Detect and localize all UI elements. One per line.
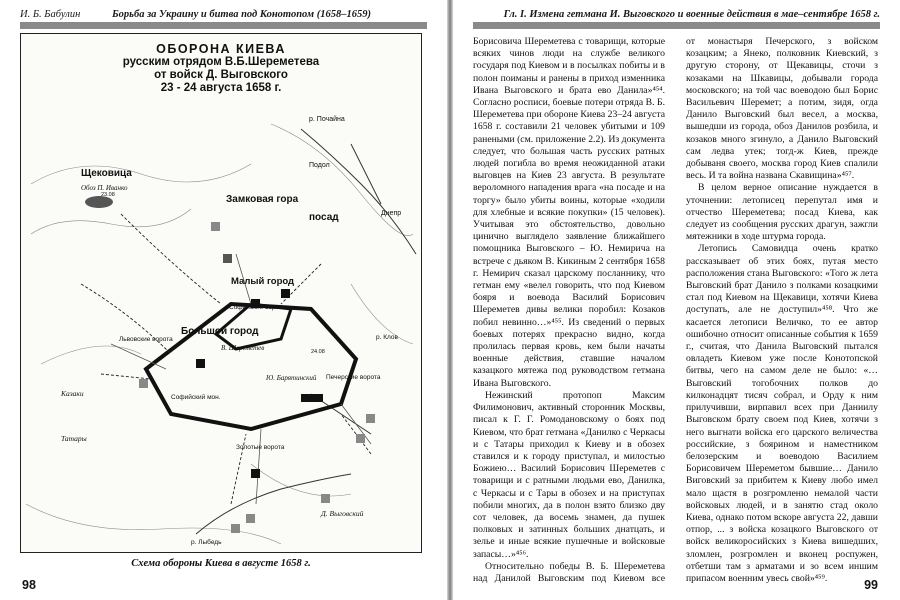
label-vygovsky: Д. Выговский bbox=[321, 509, 364, 518]
label-podol: Подол bbox=[309, 162, 330, 169]
map-title-line4: 23 - 24 августа 1658 г. bbox=[160, 82, 282, 94]
folio-left: 98 bbox=[22, 578, 36, 592]
map-drawing bbox=[21, 34, 422, 553]
map-title bbox=[81, 42, 361, 95]
label-maly-gorod: Малый город bbox=[231, 276, 295, 287]
label-ivanko-camp: Обоз П. Иванко bbox=[81, 184, 128, 192]
map-title-line2: русским отрядом В.Б.Шереметева bbox=[122, 56, 320, 68]
label-bolshoy-gorod: Большой город bbox=[181, 326, 259, 337]
label-sheremetev: В. Шереметев bbox=[221, 344, 265, 352]
label-sofia-gate: Софийские ворота bbox=[229, 304, 286, 311]
label-date-2308: 23.08 bbox=[101, 192, 115, 198]
left-page bbox=[0, 0, 447, 600]
label-lybed: р. Лыбедь bbox=[191, 539, 222, 546]
map-caption: Схема обороны Киева в августе 1658 г. bbox=[131, 558, 311, 569]
running-head-rule-right bbox=[473, 22, 880, 29]
right-page bbox=[453, 0, 900, 600]
paragraph: от монастыря Печерского, з войском козацким; а Янеко, полковник Киевский, з другую сторону, от Щекавицы, сточи з козаками на Шкавицы, добывали города московского; на той час воеводою был Борис Васильевич Шеремет; а потим, зидя, огда Данило Выговский был весел, а москва, вышедши из города, обоз Данилов розбила, и козаков много згинуло, а Данило Выговский сам ледва утек; тогд-ж Киев, прежде добываня своего, москва город Киев спалили весь. И та война названа Скавищина»⁴⁵⁷. bbox=[686, 36, 878, 182]
text-column-1 bbox=[473, 36, 665, 586]
paragraph: Относительно победы В. Б. Шереметева над Данилой Выговским под Киевом все bbox=[473, 560, 665, 584]
paragraph: Летопись Самовидца очень кратко рассказывает об этих боях, путая место расположения стана Выговского: «Того ж лета Выговский брат Данило з полками козацкими стал под Киевом на Щекавици, хотячи Киева доступать, але не доступил»⁴⁵⁸. Что же касается летописи Величко, то ее автор ошибочно относит описанные события к 1659 г., считая, что Данила Выговский пытался овладеть Киевом уже после Конотопской битвы, чего на самом деле не было: «…Выговский тогобочних полков до килконадцят тисяч собрал, и Орду к ним прилучивши, вирпавил всех при Даниилу Выговском брату своем под Киев, хотячи з него выгнати войска его царского величества российские, з боярином и наместником белозерским и воеводою Василием Борисовичем Шереметом бывшие… Данило Виговский за прибитем к Киеву любо имел мало щастя в розгромленю немалой части войсковых людей, и в занятю стад около Киева, однако потом вскоре августа 22, давши отпор, ... з войска козацкого Выговского от войск великоросийских з Киева вишедших, зломлен, розгромлен и вконец роспужен, отбетши там з арматами и зо всем иншим припасом военним увесь свой»⁴⁵⁹. bbox=[686, 243, 878, 584]
label-date-2408: 24.08 bbox=[311, 349, 325, 355]
label-lvov-gate: Львовские ворота bbox=[119, 336, 173, 343]
text-column-2 bbox=[686, 36, 878, 586]
label-dnepr: Днепр bbox=[381, 210, 402, 217]
running-head-title: Борьба за Украину и битва под Конотопом (1658–1659) bbox=[112, 9, 371, 20]
label-baryatinsky: Ю. Барятинский bbox=[266, 374, 317, 382]
folio-right: 99 bbox=[864, 578, 878, 592]
running-head-rule bbox=[20, 22, 427, 29]
label-kazaki: Казаки bbox=[61, 389, 84, 398]
map-title-line3: от войск Д. Выговского bbox=[154, 69, 288, 81]
map-title-line1: ОБОРОНА КИЕВА bbox=[156, 42, 286, 56]
label-pochaina: р. Почайна bbox=[309, 116, 345, 123]
paragraph: В целом верное описание нуждается в уточнении: летописец перепутал имя и отчество Шереметева; посад Киева, как следует из сообщения русских драгун, зажгли мятежники в ходе штурма города. bbox=[686, 182, 878, 243]
label-schekovitsa: Щековица bbox=[81, 168, 132, 179]
paragraph: Нежинский протопоп Максим Филимонович, активный сторонник Москвы, писал к Г. Г. Ромодановскому о боях под Киевом, что брат гетмана «Данилко с Черкасы и с Татары приходил к Киеву и в обозех ставился и к городу приступал, и милостью Божиею… Василий Борисович Шереметев с товарищи и с ратными людьми ево, Данилка, с Черкасы и с Тары в обозех и на приступах побили многих, да в полон взято близко дву сот человек, да восемь знамен, да пушек полковых и затинных больших днатцать, и зелье и иные всякие пушечные и войсковые запасы…»⁴⁵⁶. bbox=[473, 389, 665, 560]
label-pechersk-gate: Печерские ворота bbox=[326, 374, 381, 381]
paragraph: Борисовича Шереметева с товарищи, которые всяких чинов люди на службе великого государя под Киевом и в посылках побиты и в полон поиманы и ранены в приход изменника Ивана Выговского и брата ево Данила»⁴⁵⁴. Согласно росписи, боевые потери отряда В. Б. Шереметева при обороне Киева 23–24 августа 1658 г. составили 21 человек убитыми и 109 ранеными (см. приложение 2.2). Из документа следует, что большая часть русских ратных людей погибла во время неожиданной атаки выговцев на Киев 23 августа. В результате вероломного нападения врага «на посаде и на торгу» было убиты воины, которые «ходили для хлебные и всякие покупки» (15 человек). Учитывая это обстоятельство, довольно цинично выглядело заявление ближайшего помощника Выговского – Ю. Немирича на встрече с дьяком В. Кикиным 2 сентября 1658 г. Немирич сказал царскому посланнику, что гетман ему «велел говорить, что под Киевом бояря и воевода Василий Борисович Шереметев дивы велики поробил: Козаков побил невинно…»⁴⁵⁵. Из сведений о первых боевых потерях прекрасно видно, когда пролилась первая кровь, кем были начаты военные действия, ставшие началом казацкого мятежа под руководством гетмана Ивана Выговского. bbox=[473, 36, 665, 389]
label-posad: посад bbox=[309, 212, 339, 223]
paragraph bbox=[686, 585, 878, 586]
label-klov: р. Клов bbox=[376, 334, 398, 341]
label-zamkovaya: Замковая гора bbox=[226, 194, 299, 205]
label-golden-gate: Золотые ворота bbox=[236, 444, 285, 451]
river-dnepr-line bbox=[301, 129, 416, 254]
label-sofia-mon: Софийский мон. bbox=[171, 394, 221, 401]
running-head-author: И. Б. Бабулин bbox=[20, 9, 81, 20]
label-tatary: Татары bbox=[61, 434, 87, 443]
map-figure bbox=[20, 33, 422, 553]
running-head-chapter: Гл. I. Измена гетмана И. Выговского и военные действия в мае–сентябре 1658 г. bbox=[503, 9, 880, 20]
big-town-wall bbox=[146, 304, 356, 429]
